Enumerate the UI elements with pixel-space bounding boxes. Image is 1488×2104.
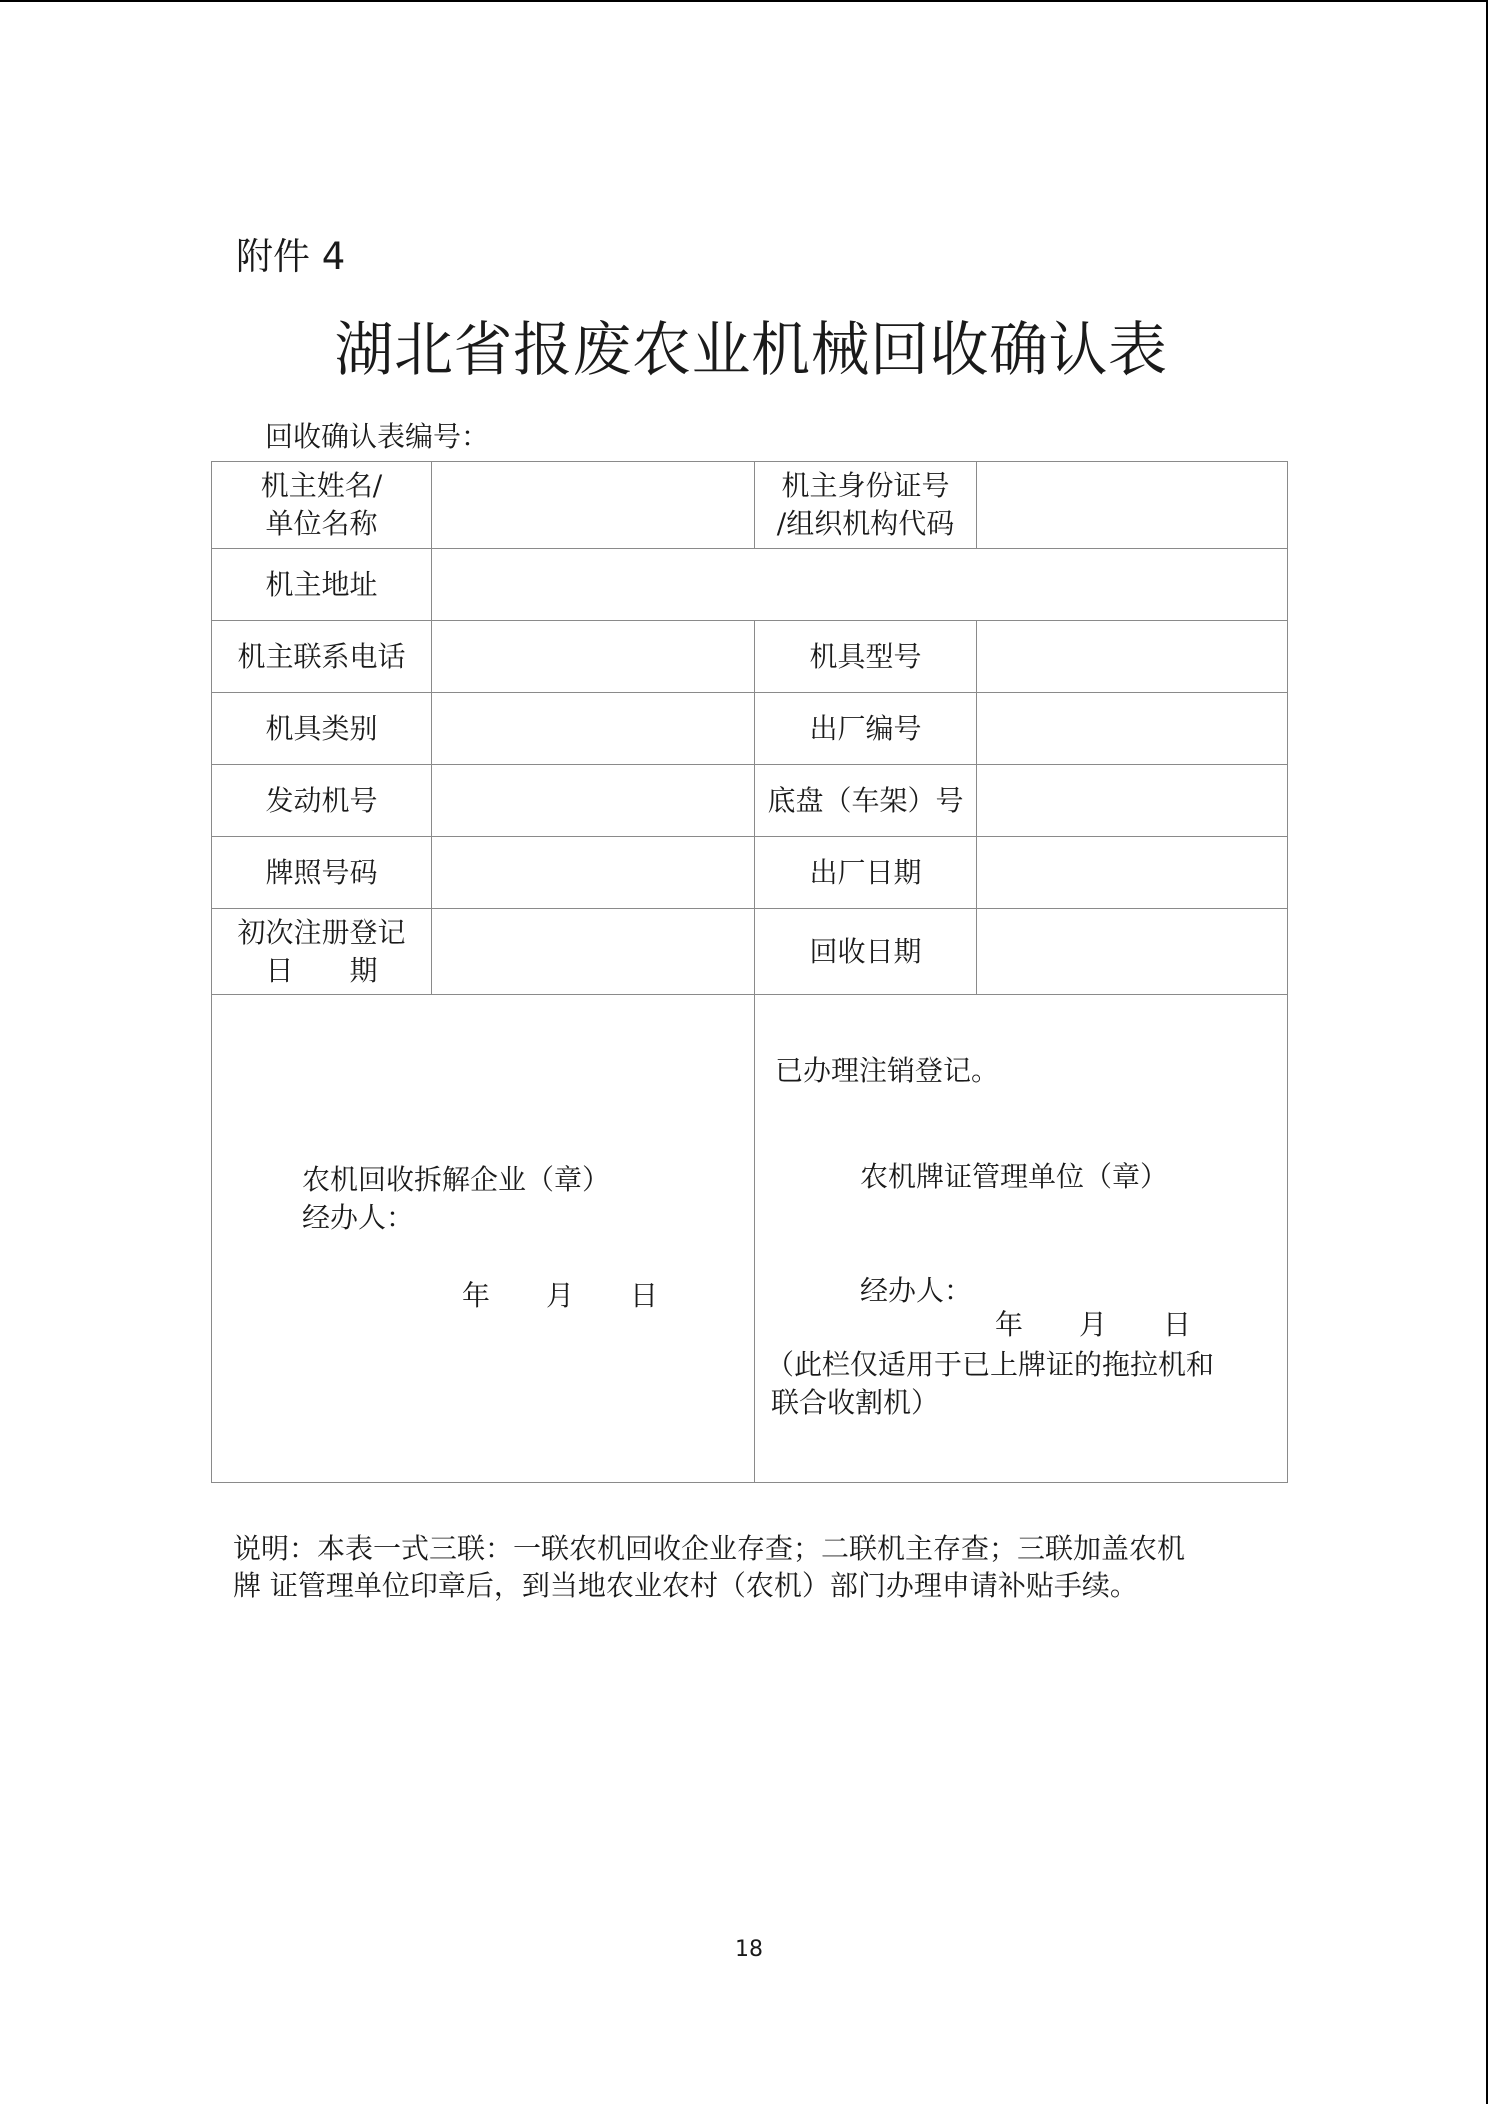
owner-name-field[interactable] [432,462,755,549]
owner-phone-label: 机主联系电话 [212,621,432,693]
page-number: 18 [735,1937,763,1962]
plate-number-label: 牌照号码 [212,837,432,909]
note-line1: 说明：本表一式三联：一联农机回收企业存查；二联机主存查；三联加盖农机 [233,1532,1186,1565]
cancellation-text: 已办理注销登记。 [775,1054,1000,1087]
chassis-number-field[interactable] [977,765,1288,837]
first-registration-label [212,909,432,995]
machine-category-label: 机具类别 [212,693,432,765]
authority-seal-cell[interactable] [755,995,1288,1483]
authority-handler-label: 经办人： [860,1274,973,1307]
table-row [212,837,1288,909]
serial-number-label: 回收确认表编号： [265,420,490,453]
recycle-date-label: 回收日期 [755,909,977,995]
note-line2: 牌 证管理单位印章后，到当地农业农村（农机）部门办理申请补贴手续。 [233,1569,1138,1602]
authority-seal-label: 农机牌证管理单位（章） [860,1160,1169,1193]
owner-address-field[interactable] [432,549,1288,621]
annex-label: 附件 4 [236,235,346,278]
factory-date-field[interactable] [977,837,1288,909]
owner-id-label-line1: 机主身份证号 [781,469,950,502]
first-registration-label-line2: 日 期 [265,953,378,987]
owner-id-field[interactable] [977,462,1288,549]
machine-category-field[interactable] [432,693,755,765]
owner-id-label [755,462,977,549]
recycler-date-label: 年 月 日 [462,1279,659,1312]
owner-name-label [212,462,432,549]
recycler-seal-cell[interactable] [212,995,755,1483]
table-row [212,621,1288,693]
recycle-date-field[interactable] [977,909,1288,995]
factory-date-label: 出厂日期 [755,837,977,909]
table-row [212,693,1288,765]
owner-name-label-line2: 单位名称 [265,507,378,540]
factory-number-field[interactable] [977,693,1288,765]
table-row [212,765,1288,837]
chassis-number-label: 底盘（车架）号 [755,765,977,837]
owner-name-label-line1: 机主姓名/ [260,469,383,502]
recycler-handler-label: 经办人： [302,1201,415,1234]
first-registration-field[interactable] [432,909,755,995]
table-row [212,462,1288,549]
table-row [212,995,1288,1483]
owner-address-label: 机主地址 [212,549,432,621]
plate-number-field[interactable] [432,837,755,909]
machine-model-field[interactable] [977,621,1288,693]
machine-model-label: 机具型号 [755,621,977,693]
remark-line1: （此栏仅适用于已上牌证的拖拉机和 [766,1348,1215,1381]
engine-number-field[interactable] [432,765,755,837]
form-title: 湖北省报废农业机械回收确认表 [334,315,1168,384]
recycle-confirmation-table [211,461,1288,1483]
authority-date-label: 年 月 日 [995,1308,1192,1341]
owner-phone-field[interactable] [432,621,755,693]
factory-number-label: 出厂编号 [755,693,977,765]
table-row [212,909,1288,995]
owner-id-label-line2: /组织机构代码 [776,507,955,540]
remark-line2: 联合收割机） [771,1386,940,1419]
engine-number-label: 发动机号 [212,765,432,837]
table-row [212,549,1288,621]
recycler-seal-label: 农机回收拆解企业（章） [302,1163,611,1196]
first-registration-label-line1: 初次注册登记 [237,915,406,949]
page-top-border [0,0,1488,2]
